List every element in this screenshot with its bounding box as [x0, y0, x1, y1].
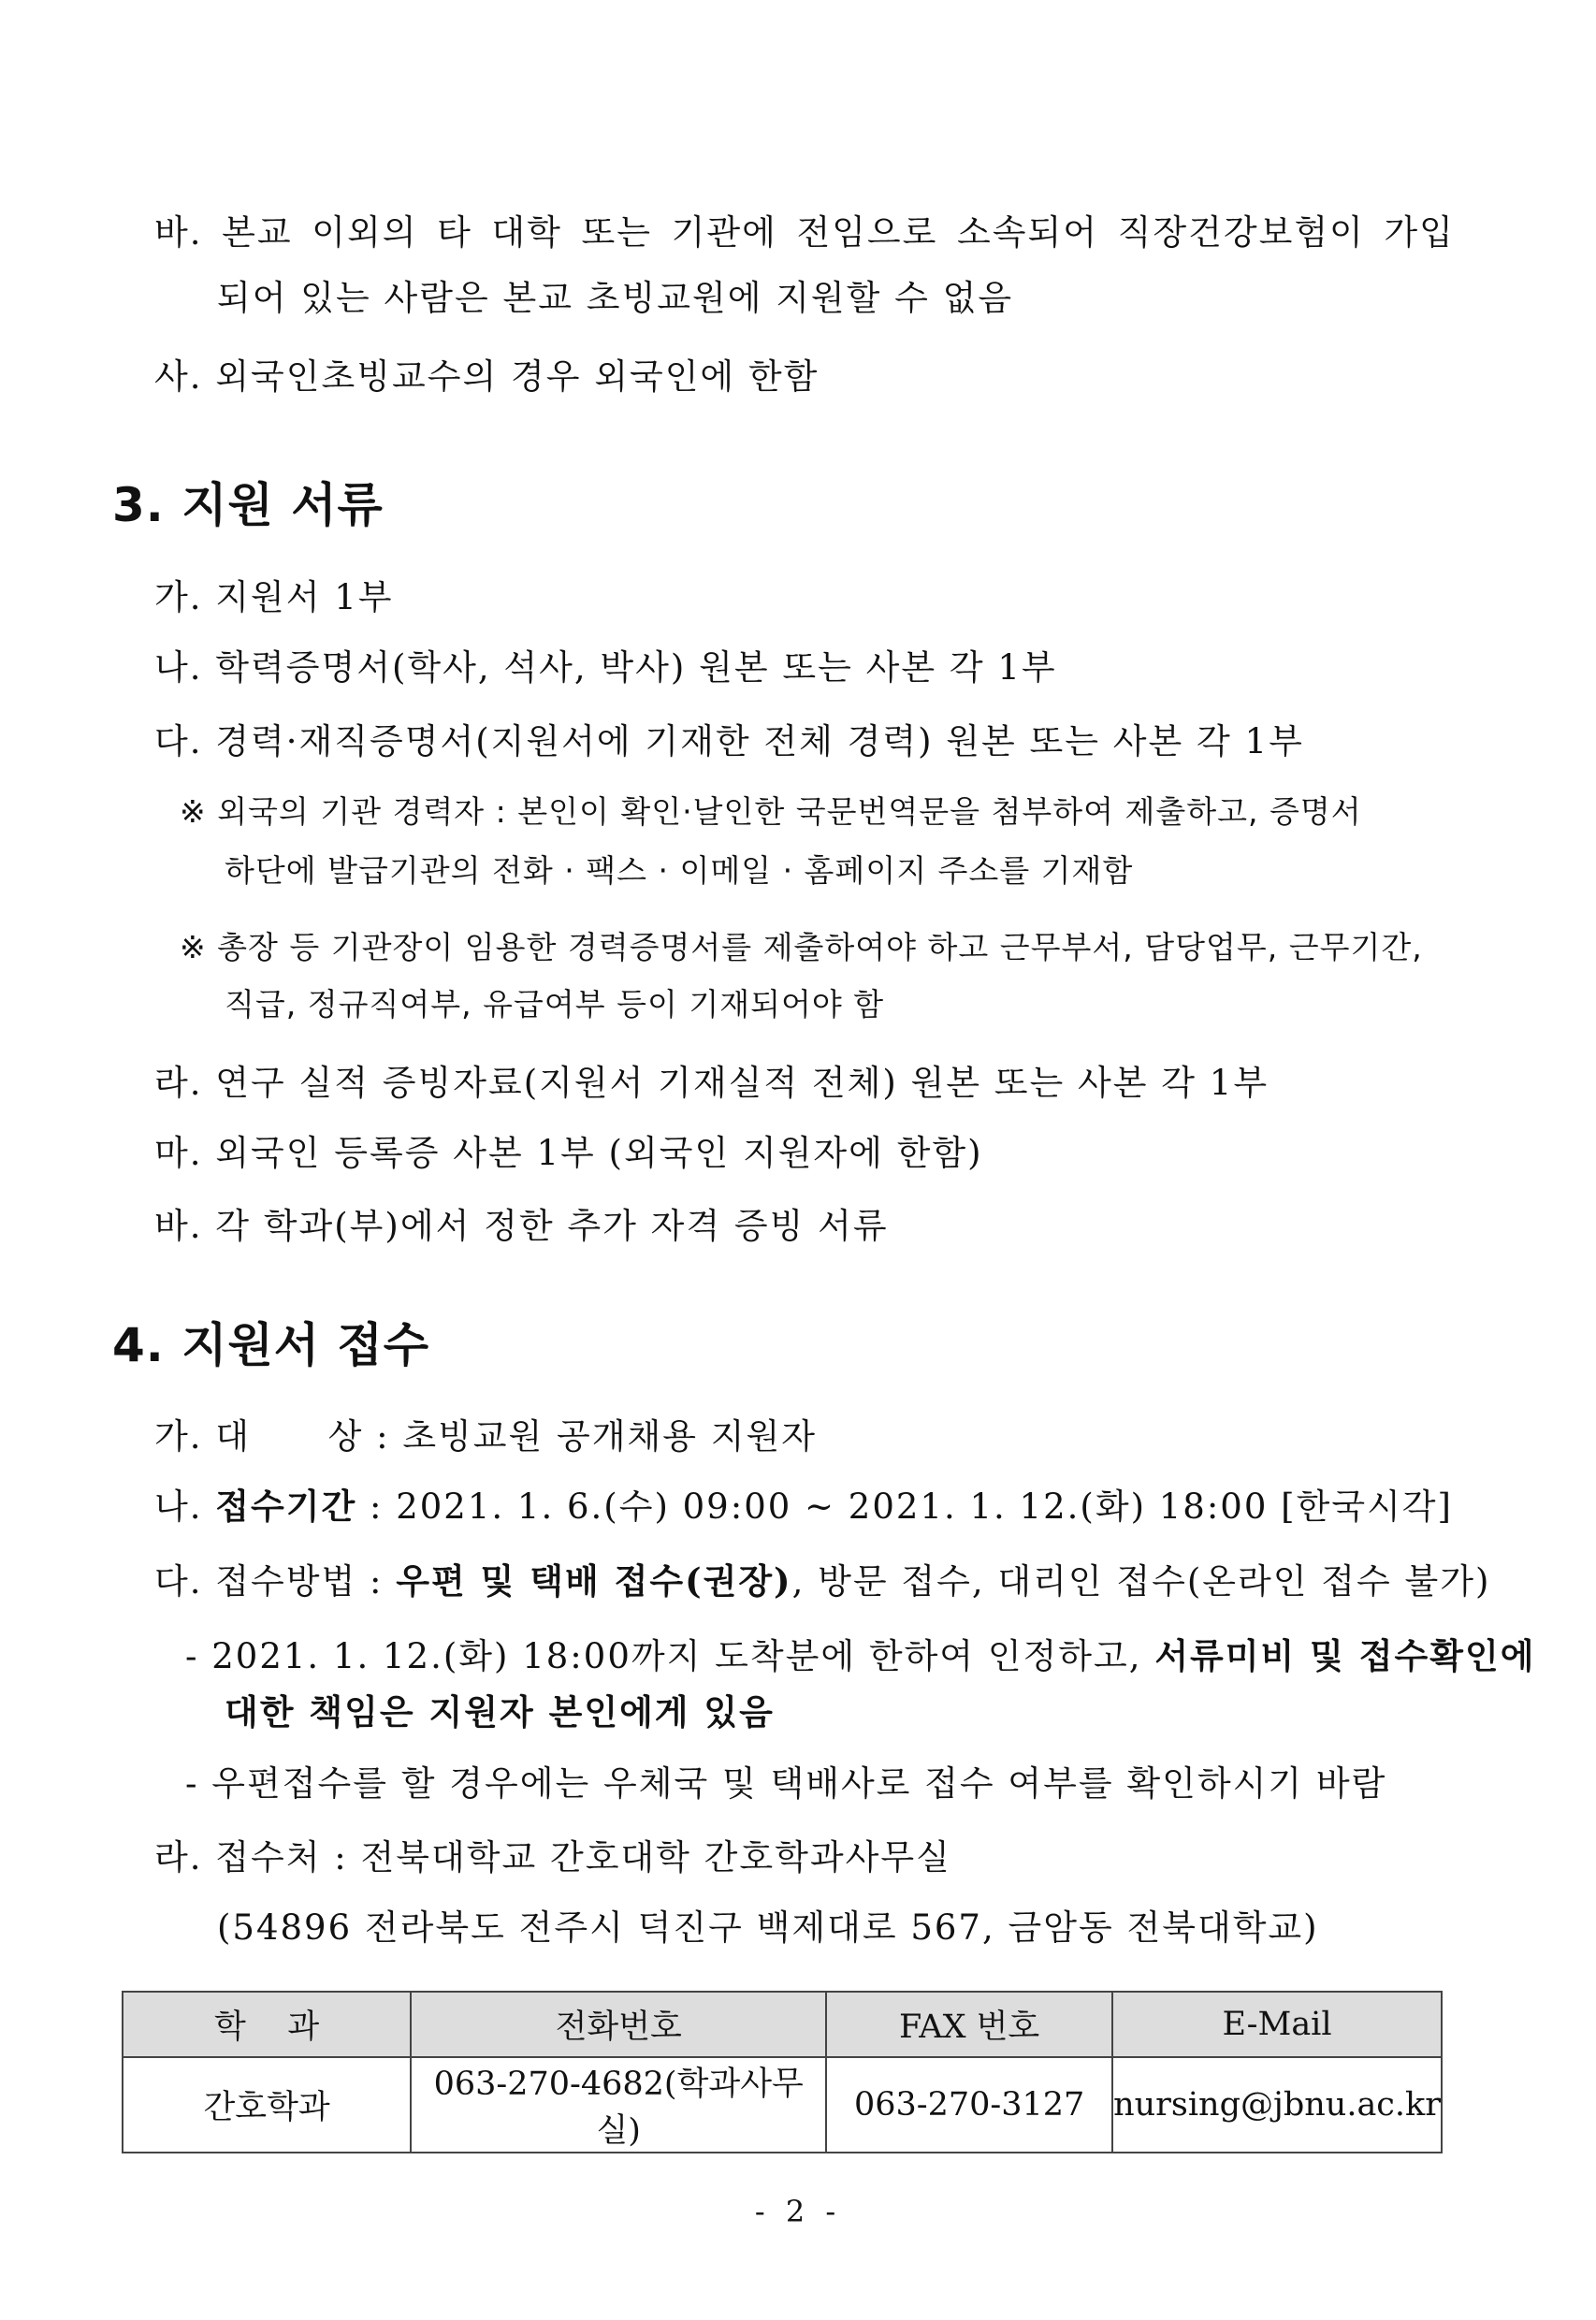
section-4-dash-1-line-2: 대한 책임은 지원자 본인에게 있음	[225, 1691, 775, 1733]
section-3-item-na: 나. 학력증명서(학사, 석사, 박사) 원본 또는 사본 각 1부	[154, 647, 1057, 688]
section-4-item-da	[154, 1553, 1490, 1603]
word: 소속되어	[957, 212, 1098, 253]
word: 직장건강보험이	[1117, 212, 1365, 253]
period-label: 접수기간	[215, 1486, 357, 1527]
section-4-address: (54896 전라북도 전주시 덕진구 백제대로 567, 금암동 전북대학교)	[217, 1907, 1319, 1948]
header-fax: FAX 번호	[826, 1992, 1112, 2057]
page-number: - 2 -	[754, 2194, 842, 2229]
word: 타	[437, 212, 472, 253]
cell-email: nursing@jbnu.ac.kr	[1112, 2057, 1442, 2153]
header-department: 학 과	[123, 1992, 411, 2057]
section-3-item-ma: 마. 외국인 등록증 사본 1부 (외국인 지원자에 한함)	[154, 1133, 983, 1173]
section-3-note-1-line-2: 하단에 발급기관의 전화 · 팩스 · 이메일 · 홈페이지 주소를 기재함	[225, 852, 1134, 889]
item-ba-line2: 되어 있는 사람은 본교 초빙교원에 지원할 수 없음	[217, 278, 1014, 318]
target-value: : 초빙교원 공개채용 지원자	[363, 1416, 818, 1457]
word: 이외의	[312, 212, 418, 253]
section-3-item-ra: 라. 연구 실적 증빙자료(지원서 기재실적 전체) 원본 또는 사본 각 1부	[154, 1063, 1270, 1103]
word: 바.	[154, 212, 203, 253]
header-phone: 전화번호	[411, 1992, 826, 2057]
word: 기관에	[671, 212, 777, 253]
cell-phone: 063-270-4682(학과사무실)	[411, 2057, 826, 2153]
cell-fax: 063-270-3127	[826, 2057, 1112, 2153]
table-row	[123, 2057, 1442, 2153]
word: 가입	[1384, 212, 1455, 253]
target-label: 가. 대 상	[154, 1416, 364, 1457]
deadline-text: - 2021. 1. 12.(화) 18:00까지 도착분에 한하여 인정하고,	[185, 1636, 1155, 1676]
table-header-row	[123, 1992, 1442, 2057]
method-recommended: 우편 및 택배 접수(권장)	[396, 1560, 792, 1602]
section-3-item-da: 다. 경력·재직증명서(지원서에 기재한 전체 경력) 원본 또는 사본 각 1부	[154, 721, 1304, 761]
word: 본교	[222, 212, 293, 253]
header-email: E-Mail	[1112, 1992, 1442, 2057]
section-3-heading: 3. 지원 서류	[112, 478, 384, 532]
responsibility-text: 서류미비 및 접수확인에	[1154, 1635, 1536, 1676]
section-4-item-ra: 라. 접수처 : 전북대학교 간호대학 간호학과사무실	[154, 1837, 951, 1878]
word: 전임으로	[796, 212, 938, 253]
section-3-note-1-line-1: ※ 외국의 기관 경력자 : 본인이 확인·날인한 국문번역문을 첨부하여 제출하고, 증명서	[180, 793, 1362, 830]
word: 대학	[491, 212, 562, 253]
word: 또는	[581, 212, 652, 253]
section-4-dash-2: - 우편접수를 할 경우에는 우체국 및 택배사로 접수 여부를 확인하시기 바람	[185, 1763, 1387, 1804]
item-sa: 사. 외국인초빙교수의 경우 외국인에 한함	[154, 356, 820, 397]
section-3-note-2-line-1: ※ 총장 등 기관장이 임용한 경력증명서를 제출하여야 하고 근무부서, 담당업무, 근무기간,	[180, 929, 1423, 965]
item-ba-line1	[154, 204, 1455, 254]
cell-department: 간호학과	[123, 2057, 411, 2153]
method-prefix: 다. 접수방법 :	[154, 1561, 397, 1602]
prefix: 나.	[154, 1486, 216, 1527]
period-value: : 2021. 1. 6.(수) 09:00 ~ 2021. 1. 12.(화) 18:00 [한국시각]	[356, 1486, 1453, 1527]
section-4-item-ga	[154, 1408, 817, 1458]
section-4-item-na	[154, 1478, 1453, 1529]
contact-table	[122, 1991, 1443, 2153]
section-3-item-ba: 바. 각 학과(부)에서 정한 추가 자격 증빙 서류	[154, 1206, 889, 1246]
section-4-heading: 4. 지원서 접수	[112, 1318, 430, 1372]
section-3-note-2-line-2: 직급, 정규직여부, 유급여부 등이 기재되어야 함	[225, 986, 885, 1022]
section-4-dash-1-line-1	[185, 1628, 1536, 1678]
section-3-item-ga: 가. 지원서 1부	[154, 577, 394, 617]
method-rest: , 방문 접수, 대리인 접수(온라인 접수 불가)	[791, 1561, 1491, 1602]
